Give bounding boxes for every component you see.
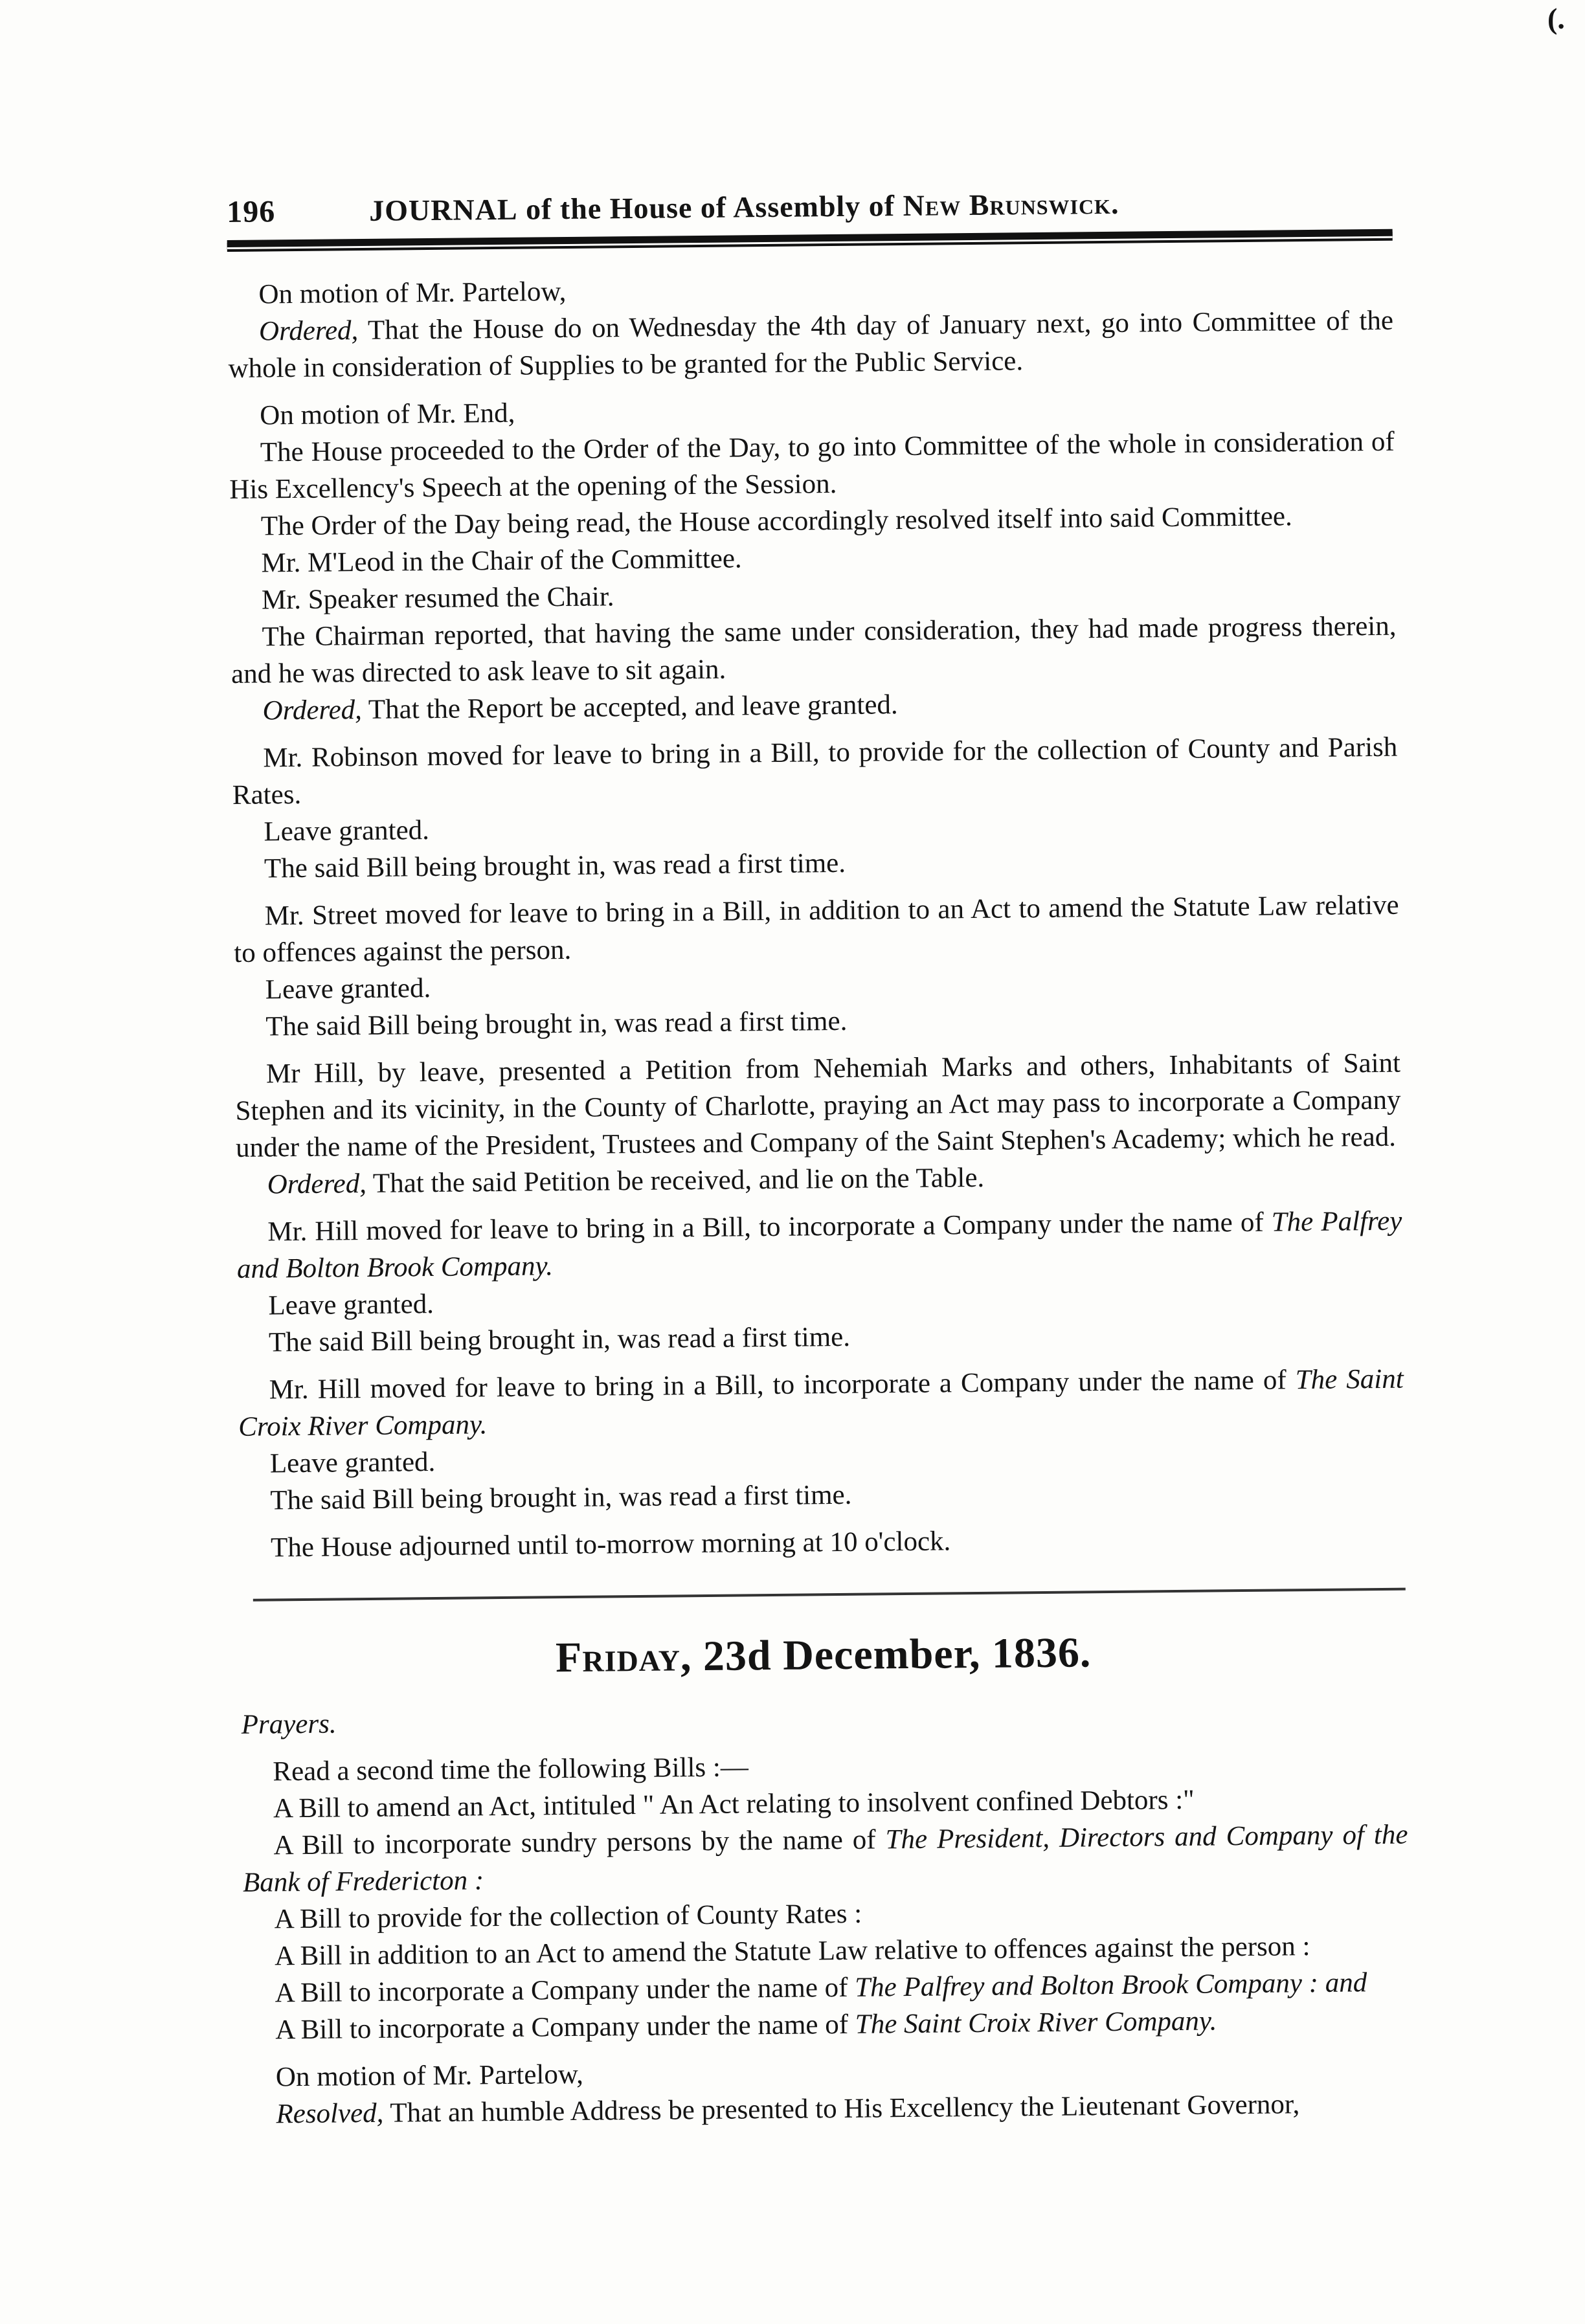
paragraph: On motion of Mr. Partelow, bbox=[258, 276, 567, 310]
paragraph: A Bill to incorporate a Company under the name of The Saint Croix River Company. bbox=[275, 2006, 1217, 2046]
paragraph: The Order of the Day being read, the House accordingly resolved itself into said Committee. bbox=[260, 501, 1293, 542]
paragraph: The said Bill being brought in, was read a first time. bbox=[268, 1321, 851, 1358]
paragraph: The said Bill being brought in, was read a first time. bbox=[270, 1479, 852, 1516]
paragraph: On motion of Mr. End, bbox=[260, 397, 515, 431]
day-date: 23d December, 1836. bbox=[703, 1629, 1092, 1681]
paragraph: The House adjourned until to-morrow morning at 10 o'clock. bbox=[270, 1526, 951, 1563]
page-number: 196 bbox=[227, 194, 276, 229]
running-head bbox=[227, 183, 1392, 230]
header-rule bbox=[227, 229, 1393, 249]
paragraph: Ordered, That the Report be accepted, and leave granted. bbox=[262, 689, 898, 726]
paragraph: On motion of Mr. Partelow, bbox=[275, 2059, 584, 2093]
paragraph: The said Bill being brought in, was read a first time. bbox=[265, 1005, 848, 1042]
paragraph: A Bill to provide for the collection of County Rates : bbox=[274, 1898, 862, 1935]
paragraph: Mr. Robinson moved for leave to bring in a Bill, to provide for the collection of County and Parish Rates. bbox=[232, 732, 1398, 810]
section-rule bbox=[253, 1588, 1406, 1602]
paragraph: Mr. Hill moved for leave to bring in a Bill, to incorporate a Company under the name of The Palfrey and Bolton Brook Company. bbox=[236, 1205, 1402, 1284]
paragraph: Mr. Hill moved for leave to bring in a Bill, to incorporate a Company under the name of The Saint Croix River Company. bbox=[238, 1363, 1404, 1442]
paragraph: Mr. Speaker resumed the Chair. bbox=[261, 581, 614, 616]
paragraph: A Bill in addition to an Act to amend the Statute Law relative to offences against the person : bbox=[274, 1931, 1310, 1972]
proceedings-text-second bbox=[241, 1695, 1410, 2133]
proceedings-text bbox=[227, 265, 1405, 1567]
paragraph: A Bill to incorporate a Company under the name of The Palfrey and Bolton Brook Company : and bbox=[275, 1967, 1367, 2009]
paragraph: Leave granted. bbox=[265, 973, 431, 1005]
paragraph: The said Bill being brought in, was read a first time. bbox=[264, 847, 846, 884]
paragraph: Mr Hill, by leave, presented a Petition from Nehemiah Marks and others, Inhabitants of Saint Stephen and its vicinity, in the County of Charlotte, praying an Act may pass to incorporate a Company under the name of the President, Trustees and Company of the Saint Stephen's Academy; which he read. bbox=[235, 1047, 1401, 1163]
paragraph: A Bill to incorporate sundry persons by the name of The President, Directors and Company of the Bank of Fredericton : bbox=[242, 1819, 1408, 1898]
paragraph: Leave granted. bbox=[269, 1446, 436, 1479]
day-heading bbox=[240, 1626, 1406, 1686]
corner-mark: (. bbox=[1547, 2, 1565, 35]
journal-page bbox=[227, 183, 1411, 2133]
paragraph: A Bill to amend an Act, intituled " An Act relating to insolvent confined Debtors :" bbox=[273, 1784, 1195, 1824]
province-name: New Brunswick. bbox=[903, 186, 1119, 222]
paragraph: Mr. Street moved for leave to bring in a Bill, in addition to an Act to amend the Statute Law relative to offences against the person. bbox=[234, 889, 1399, 968]
paragraph: Leave granted. bbox=[264, 815, 430, 847]
paragraph: Ordered, That the said Petition be received, and lie on the Table. bbox=[267, 1162, 985, 1200]
paragraph: Read a second time the following Bills :— bbox=[273, 1752, 749, 1787]
paragraph: Leave granted. bbox=[268, 1289, 434, 1321]
paragraph: The House proceeded to the Order of the Day, to go into Committee of the whole in consideration of His Excellency's Speech at the opening of the Session. bbox=[229, 426, 1395, 505]
paragraph: The Chairman reported, that having the same under consideration, they had made progress therein, and he was directed to ask leave to sit again. bbox=[230, 610, 1397, 689]
journal-subtitle: of the House of Assembly of bbox=[525, 189, 895, 226]
journal-title: JOURNAL bbox=[369, 192, 518, 227]
paragraph: Ordered, That the House do on Wednesday the 4th day of January next, go into Committee of the whole in consideration of Supplies to be granted for the Public Service. bbox=[228, 305, 1394, 384]
paragraph: Resolved, That an humble Address be presented to His Excellency the Lieutenant Governor, bbox=[276, 2089, 1300, 2130]
day-weekday: Friday, bbox=[555, 1633, 692, 1682]
prayers-heading: Prayers. bbox=[241, 1708, 337, 1740]
paragraph: Mr. M'Leod in the Chair of the Committee. bbox=[261, 543, 742, 579]
